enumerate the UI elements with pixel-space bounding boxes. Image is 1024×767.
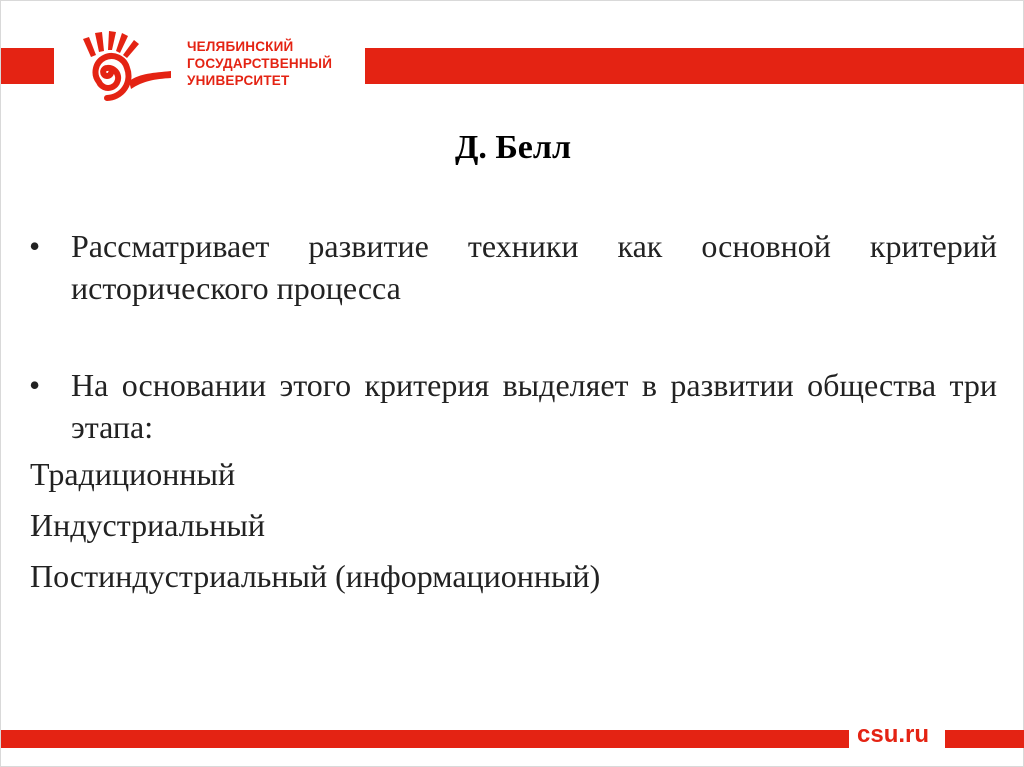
header-bar-left	[1, 48, 54, 84]
bullet-text: Рассматривает развитие техники как основной критерий исторического процесса	[71, 228, 997, 306]
footer-bar-right	[945, 730, 1024, 748]
stage-item: Постиндустриальный (информационный)	[30, 558, 601, 594]
university-name-line-2: ГОСУДАРСТВЕННЫЙ	[187, 56, 333, 71]
footer-site-link[interactable]: csu.ru	[857, 721, 930, 748]
stage-item: Традиционный	[30, 456, 236, 492]
bullet-marker: •	[29, 228, 41, 264]
slide-title: Д. Белл	[454, 129, 572, 166]
footer-bar-left	[1, 730, 849, 748]
university-name	[187, 38, 332, 89]
bullet-marker: •	[29, 367, 41, 403]
university-name-line-3: УНИВЕРСИТЕТ	[187, 73, 290, 88]
header-bar-right	[365, 48, 1024, 84]
bullet-item	[29, 225, 997, 309]
university-name-line-1: ЧЕЛЯБИНСКИЙ	[187, 39, 294, 54]
bullet-item	[29, 364, 997, 448]
bullet-text: На основании этого критерия выделяет в развитии общества три этапа:	[71, 367, 997, 445]
stage-item: Индустриальный	[30, 507, 266, 543]
university-emblem-icon	[81, 31, 177, 101]
